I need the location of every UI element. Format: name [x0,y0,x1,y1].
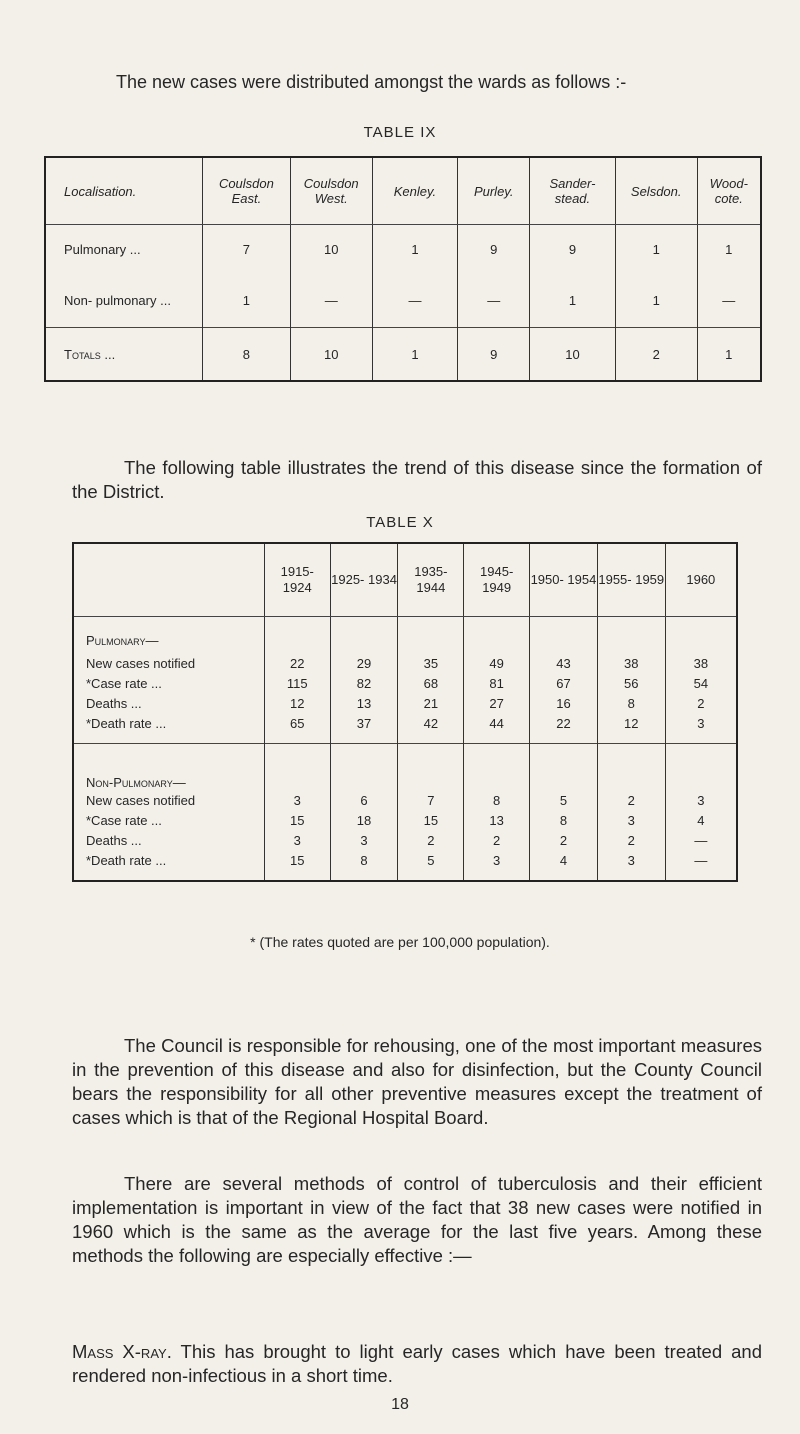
table-x-header-cell: 1915- 1924 [264,543,330,617]
table-row [45,225,761,274]
table-cell: 7 [398,790,464,810]
table-ix-header-cell: Localisation. [45,157,203,225]
table-cell: 16 [530,693,598,713]
table-cell: 9 [458,328,530,382]
table-cell: 2 [665,693,737,713]
table-cell: 56 [597,673,665,693]
table-row [73,713,737,733]
table-x-header-cell: 1950- 1954 [530,543,598,617]
table-cell: 1 [372,225,458,274]
table-cell: 9 [530,225,616,274]
table-cell: 7 [203,225,291,274]
table-cell: 68 [398,673,464,693]
table-row [73,850,737,870]
table-cell: 49 [464,653,530,673]
row-label: *Case rate ... [86,675,162,691]
table-cell: 3 [330,830,398,850]
table-cell: 1 [697,225,761,274]
totals-row [45,328,761,382]
totals-label: Totals ... [45,328,203,382]
table-cell: 21 [398,693,464,713]
table-cell: 4 [530,850,598,870]
row-label: *Death rate ... [86,852,167,868]
table-cell: 12 [597,713,665,733]
footnote: * (The rates quoted are per 100,000 population). [250,934,550,950]
table-cell: 44 [464,713,530,733]
table-cell: 3 [264,830,330,850]
table-cell: 27 [464,693,530,713]
spacer-row [73,733,737,744]
table-cell: 13 [464,810,530,830]
table-cell: 3 [264,790,330,810]
table-cell: — [697,273,761,328]
table-cell: 1 [615,225,697,274]
table-cell: 37 [330,713,398,733]
table-cell: 15 [398,810,464,830]
table-cell: 1 [203,273,291,328]
table-row [73,790,737,810]
table-cell: 2 [597,830,665,850]
row-label: *Case rate ... [86,812,162,828]
table-row [73,673,737,693]
table-x-header-row [73,543,737,617]
table-cell: 18 [330,810,398,830]
table-x-header-cell: 1955- 1959 [597,543,665,617]
section-title: Pulmonary— [86,632,159,648]
table-cell: — [458,273,530,328]
table-x-header-cell: 1945- 1949 [464,543,530,617]
spacer-row [73,617,737,628]
table-cell: 1 [697,328,761,382]
table-cell: 2 [398,830,464,850]
table-ix-header-cell: Sander- stead. [530,157,616,225]
table-cell: 1 [530,273,616,328]
table-ix-caption: TABLE IX [363,124,437,141]
page-number: 18 [391,1396,409,1413]
row-label: New cases notified [86,792,196,808]
table-cell: 13 [330,693,398,713]
table-cell: 3 [665,790,737,810]
table-cell: 82 [330,673,398,693]
table-cell: 9 [458,225,530,274]
table-cell: 81 [464,673,530,693]
row-label: Deaths ... [86,832,142,848]
table-cell: 3 [597,810,665,830]
table-ix-header-cell: Coulsdon West. [290,157,372,225]
table-cell: 12 [264,693,330,713]
table-cell: 3 [665,713,737,733]
table-cell: — [290,273,372,328]
mass-xray-text: This has brought to light early cases which have been treated and rendered non-infectious in a short time. [72,1341,762,1386]
paragraph-trend: The following table illustrates the trend of this disease since the formation of the District. [72,457,762,502]
table-cell: 35 [398,653,464,673]
intro-text: The new cases were distributed amongst the wards as follows :- [116,72,627,92]
row-label: Pulmonary ... [64,241,141,257]
row-label: New cases notified [86,655,196,671]
table-cell: 5 [530,790,598,810]
table-row [73,810,737,830]
paragraph-mass-xray [72,1340,762,1388]
table-x-header-blank [73,543,264,617]
table-cell: 3 [597,850,665,870]
table-cell: 115 [264,673,330,693]
table-cell: 2 [530,830,598,850]
row-label: Deaths ... [86,695,142,711]
table-ix-header-cell: Coulsdon East. [203,157,291,225]
table-cell: 8 [464,790,530,810]
table-ix-header-cell: Purley. [458,157,530,225]
table-cell: 10 [290,225,372,274]
table-cell: — [665,830,737,850]
table-row [73,653,737,673]
table-cell: 22 [530,713,598,733]
table-ix [44,156,762,382]
row-label: *Death rate ... [86,715,167,731]
table-x-header-cell: 1925- 1934 [330,543,398,617]
paragraph-control-methods: There are several methods of control of tuberculosis and their efficient implementation is important in view of the fact that 38 new cases were notified in 1960 which is the same as the average for the last five years. Among these methods the following are especially effective :— [72,1173,762,1266]
table-cell: 38 [597,653,665,673]
table-cell: 43 [530,653,598,673]
table-ix-header-row [45,157,761,225]
table-cell: 15 [264,850,330,870]
table-cell: 1 [372,328,458,382]
table-x-header-cell: 1960 [665,543,737,617]
row-label: Non- pulmonary ... [64,292,171,308]
table-cell: 8 [330,850,398,870]
table-row [73,830,737,850]
section-row [73,627,737,653]
table-x-caption: TABLE X [366,514,434,531]
table-ix-header-cell: Wood- cote. [697,157,761,225]
table-ix-header-cell: Kenley. [372,157,458,225]
table-cell: — [665,850,737,870]
mass-xray-lead: Mass X-ray. [72,1341,172,1362]
table-cell: 8 [203,328,291,382]
table-cell: 15 [264,810,330,830]
table-cell: 67 [530,673,598,693]
table-row [45,273,761,328]
table-row [73,693,737,713]
section-row [73,744,737,791]
table-cell: 8 [597,693,665,713]
table-cell: 42 [398,713,464,733]
table-cell: 65 [264,713,330,733]
table-cell: 1 [615,273,697,328]
table-cell: 2 [597,790,665,810]
section-title: Non-Pulmonary— [73,744,264,791]
table-cell: 2 [464,830,530,850]
paragraph-rehousing: The Council is responsible for rehousing, one of the most important measures in the prevention of this disease and also for disinfection, but the County Council bears the responsibility for all other preventive measures except the treatment of cases which is that of the Regional Hospital Board. [72,1035,762,1128]
table-cell: 2 [615,328,697,382]
table-x [72,542,738,882]
table-cell: — [372,273,458,328]
table-cell: 38 [665,653,737,673]
table-cell: 22 [264,653,330,673]
table-ix-header-cell: Selsdon. [615,157,697,225]
table-cell: 8 [530,810,598,830]
table-cell: 54 [665,673,737,693]
table-cell: 29 [330,653,398,673]
table-cell: 5 [398,850,464,870]
table-x-header-cell: 1935- 1944 [398,543,464,617]
table-cell: 10 [530,328,616,382]
table-cell: 6 [330,790,398,810]
table-cell: 4 [665,810,737,830]
table-cell: 10 [290,328,372,382]
spacer-row [73,870,737,881]
table-cell: 3 [464,850,530,870]
